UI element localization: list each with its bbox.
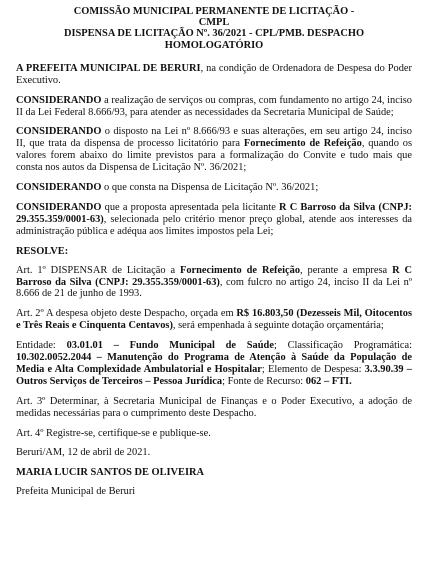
header-line-2: CMPL [198,17,230,29]
header-line-4: HOMOLOGATÓRIO [164,39,264,51]
article-4: Art. 4º Registre-se, certifique-se e publique-se. [16,427,211,439]
resolve-heading: RESOLVE: [16,245,69,257]
considerando-text: que a proposta apresentada pela licitante [101,201,280,213]
intro-text: , na condição de Ordenadora de Despesa do Poder Executivo. [16,62,413,86]
article-text: , com fulcro no artigo 24, inciso II da Lei nº 8.666 de 21 de junho de 1993. [16,276,412,300]
signatory-name: MARIA LUCIR SANTOS DE OLIVEIRA [16,467,205,479]
budget-bold: 10.302.0052.2044 – Manutenção do Programa de Atenção à Saúde da População de Media e Alta Complexidade Ambulatorial e Hospitalar [16,352,412,375]
budget-text: ; Elemento de Despesa: [261,363,365,375]
considerando-2 [16,126,412,174]
article-1 [16,265,412,301]
considerando-bold-object: Fornecimento de Refeição [243,138,362,150]
article-3: Art. 3º Determinar, à Secretaria Municipal de Finanças e o Poder Executivo, a adoção de medidas necessárias para o cumprimento deste Despacho. [16,395,412,419]
intro-bold: A PREFEITA MUNICIPAL DE BERURI [16,62,201,74]
budget-bold: 03.01.01 – Fundo Municipal de Saúde [66,340,274,352]
considerando-label: CONSIDERANDO [16,201,102,213]
document-header [16,6,412,51]
considerando-label: CONSIDERANDO [16,126,102,138]
date-line: Beruri/AM, 12 de abril de 2021. [16,447,151,459]
intro-paragraph [16,63,412,87]
article-bold: R C Barroso da Silva (CNPJ: 29.355.359/0001-63) [16,264,412,288]
budget-text: ; Classificação Programática: [273,340,413,352]
header-line-1: COMISSÃO MUNICIPAL PERMANENTE DE LICITAÇÃO - [73,6,355,17]
article-bold-amount: R$ 16.803,50 (Dezesseis Mil, Oitocentos e Três Reais e Cinquenta Centavos) [16,308,412,332]
budget-text: ; Fonte de Recurso: [222,375,306,387]
considerando-text: o disposto na Lei nº 8.666/93 e suas alterações, em seu artigo 24, inciso II, que trata da dispensa de processo licitatório para [16,126,412,150]
article-text: Art. 1º DISPENSAR de Licitação a [16,264,180,276]
considerando-text: a realização de serviços ou compras, com fundamento no artigo 24, inciso II da Lei Federal 8.666/93, para atender as necessidades da Secretaria Municipal de Saúde; [16,94,412,118]
considerando-1 [16,95,412,119]
considerando-label: CONSIDERANDO [16,94,102,106]
considerando-text: o que consta na Dispensa de Licitação Nº. 36/2021; [101,182,319,194]
budget-text: Entidade: [16,340,67,352]
considerando-label: CONSIDERANDO [16,182,102,194]
article-text: , será empenhada à seguinte dotação orçamentária; [172,320,384,332]
signatory-role: Prefeita Municipal de Beruri [16,486,136,498]
article-text: Art. 2º A despesa objeto deste Despacho, orçada em [16,308,237,320]
article-text: , perante a empresa [300,264,393,276]
budget-bold: 3.3.90.39 – Outros Serviços de Terceiros – Pessoa Jurídica [16,363,412,387]
article-2 [16,308,412,332]
budget-bold: 062 – FTI. [305,375,352,387]
header-line-3: DISPENSA DE LICITAÇÃO Nº. 36/2021 - CPL/PMB. DESPACHO [63,28,365,40]
article-bold: Fornecimento de Refeição [179,264,301,276]
considerando-4 [16,202,412,238]
considerando-3 [16,182,412,194]
considerando-text: , quando os valores forem abaixo do limite previstos para a formalização do Convite e tudo mais que consta nos autos da Dispensa de Licitação Nº. 36/2021; [16,138,412,174]
considerando-bold-company: R C Barroso da Silva (CNPJ: 29.355.359/0001-63) [16,201,412,225]
considerando-text: , selecionada pelo critério menor preço global, atende aos interesses da administração pública e adéqua aos limites impostos pela Lei; [16,213,412,237]
budget-allocation [16,340,412,388]
